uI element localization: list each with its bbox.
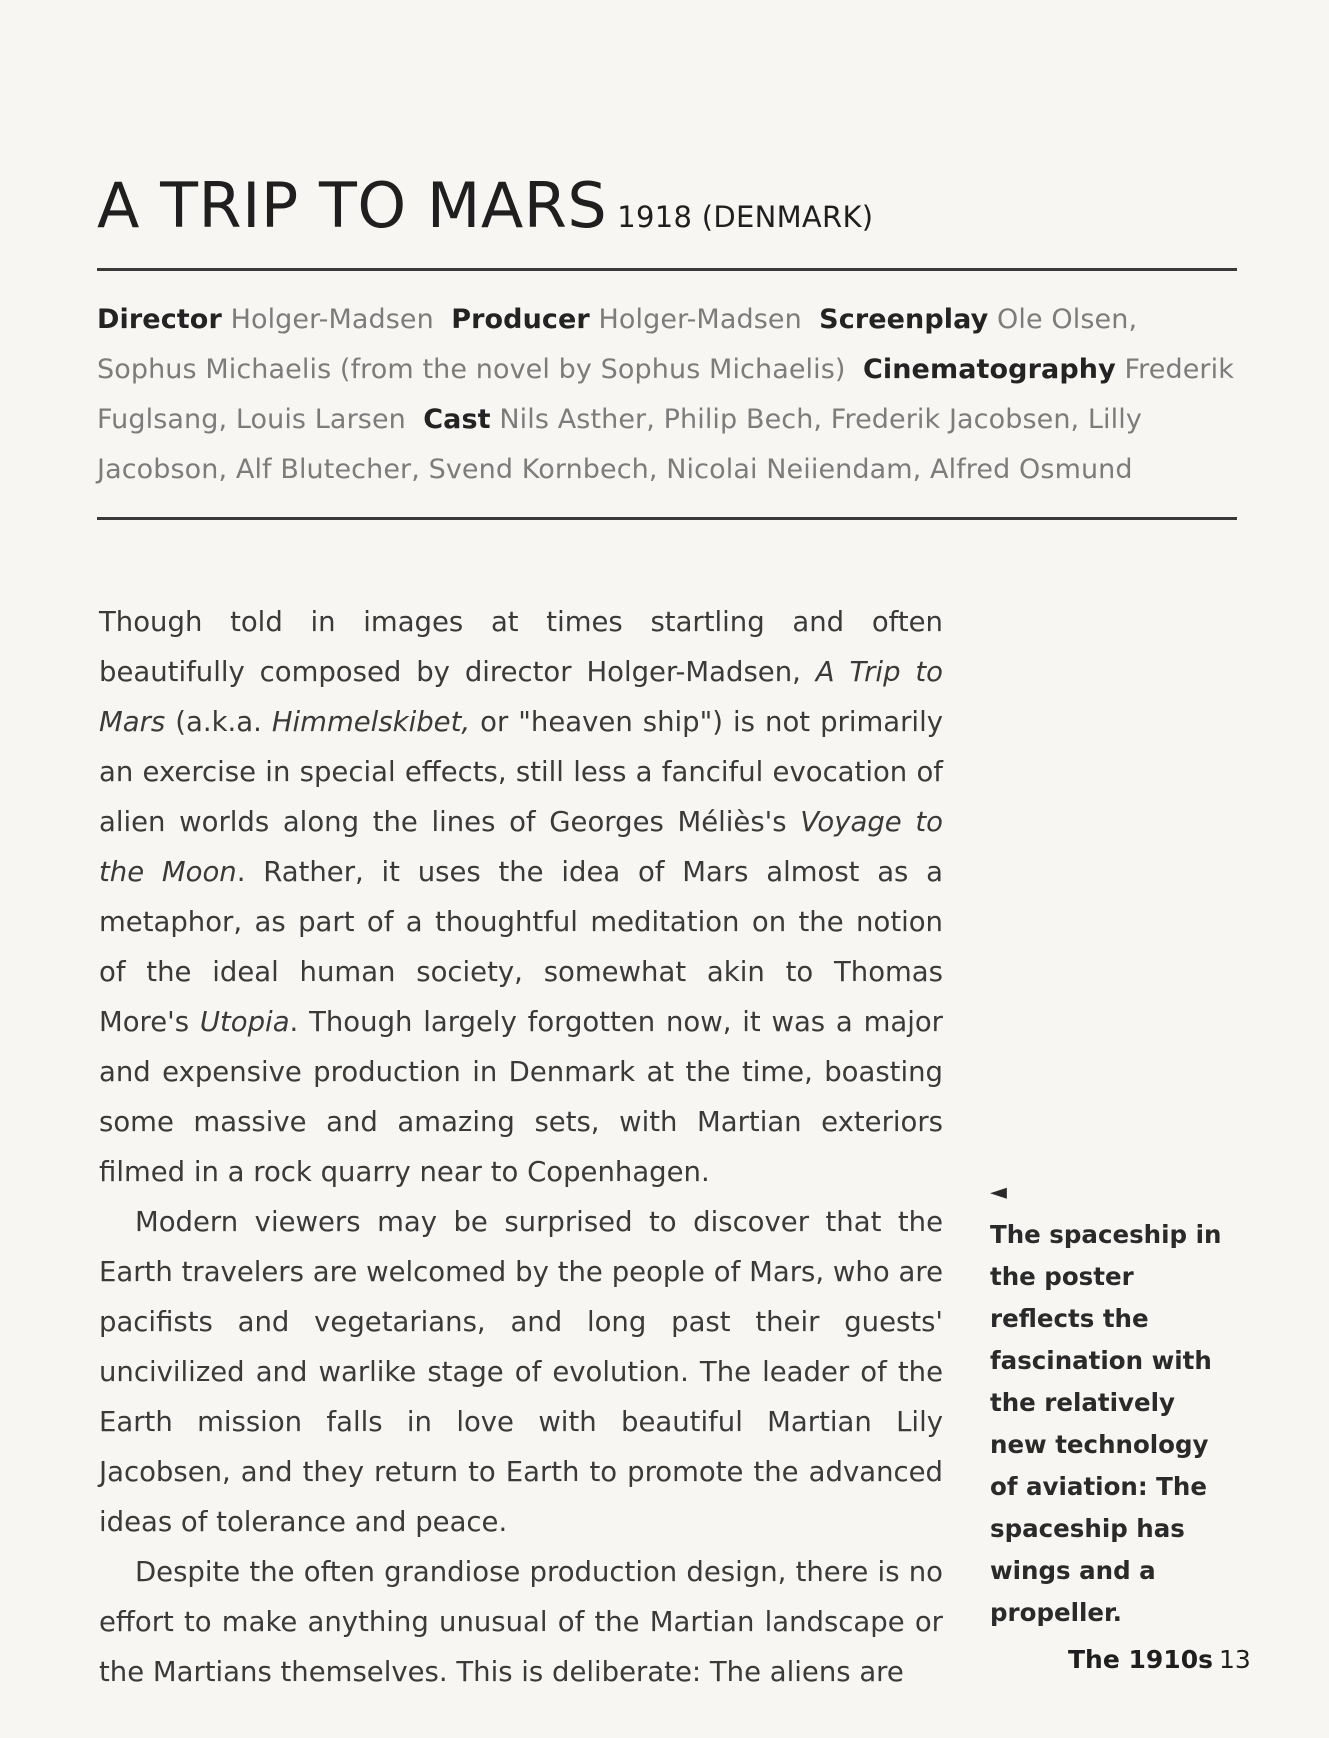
screenplay-label: Screenplay xyxy=(819,304,989,335)
paragraph-3: Despite the often grandiose production design, there is no effort to make anything unusual of the Martian landscape or the Martians themselves. This is deliberate: The aliens are xyxy=(99,1556,943,1688)
producer-value: Holger-Madsen xyxy=(598,304,802,335)
top-rule-divider xyxy=(97,268,1237,271)
cast-label: Cast xyxy=(423,404,491,435)
title-block xyxy=(97,169,1237,242)
left-arrow-icon: ◄ xyxy=(990,1180,1007,1205)
producer-label: Producer xyxy=(451,304,590,335)
director-label: Director xyxy=(97,304,222,335)
section-name: The 1910s xyxy=(1068,1645,1213,1674)
poster-caption xyxy=(990,1180,1235,1634)
page-number: 13 xyxy=(1218,1645,1251,1674)
credits-block xyxy=(97,295,1237,495)
film-title-italic: A Trip to Mars xyxy=(99,656,944,738)
cinematography-label: Cinematography xyxy=(862,354,1116,385)
page-title xyxy=(97,169,1237,242)
caption-text: The spaceship in the poster reflects the fascination with the relatively new technology of aviation: The spaceship has wings and a propeller. xyxy=(990,1220,1222,1627)
screenplay-value: Ole Olsen, Sophus Michaelis (from the novel by Sophus Michaelis) xyxy=(97,304,1138,385)
cinematography-value: Frederik Fuglsang, Louis Larsen xyxy=(97,354,1234,435)
cast-value: Nils Asther, Philip Bech, Frederik Jacobsen, Lilly Jacobson, Alf Blutecher, Svend Kornbech, Nicolai Neiiendam, Alfred Osmund xyxy=(97,404,1142,485)
page-footer xyxy=(1068,1645,1251,1674)
utopia-title-italic: Utopia xyxy=(199,1006,290,1038)
director-value: Holger-Madsen xyxy=(230,304,434,335)
paragraph-1-text-a: Though told in images at times startling and often beautifully composed by director Holger-Madsen, xyxy=(99,606,943,688)
paragraph-1-text-c: or "heaven ship") is not primarily an exercise in special effects, still less a fanciful evocation of alien worlds along the lines of Georges Méliès's xyxy=(99,706,943,838)
bottom-rule-divider xyxy=(97,517,1237,520)
paragraph-1-text-d: . Rather, it uses the idea of Mars almost as a metaphor, as part of a thoughtful meditation on the notion of the ideal human society, somewhat akin to Thomas More's xyxy=(99,856,943,1038)
paragraph-1-text-b: (a.k.a. xyxy=(165,706,272,738)
article-body xyxy=(99,597,943,1697)
melies-title-italic: Voyage to the Moon xyxy=(99,806,943,888)
paragraph-1 xyxy=(99,597,943,1197)
alt-title-italic: Himmelskibet, xyxy=(271,706,471,738)
paragraph-2: Modern viewers may be surprised to discover that the Earth travelers are welcomed by the people of Mars, who are pacifists and vegetarians, and long past their guests' uncivilized and warlike stage of evolution. The leader of the Earth mission falls in love with beautiful Martian Lily Jacobsen, and they return to Earth to promote the advanced ideas of tolerance and peace. xyxy=(99,1206,943,1538)
paragraph-1-text-e: . Though largely forgotten now, it was a major and expensive production in Denmark at the time, boasting some massive and amazing sets, with Martian exteriors filmed in a rock quarry near to Copenhagen. xyxy=(99,1006,943,1188)
film-year-country: 1918 (DENMARK) xyxy=(617,200,874,234)
film-title: A TRIP TO MARS xyxy=(97,169,608,242)
